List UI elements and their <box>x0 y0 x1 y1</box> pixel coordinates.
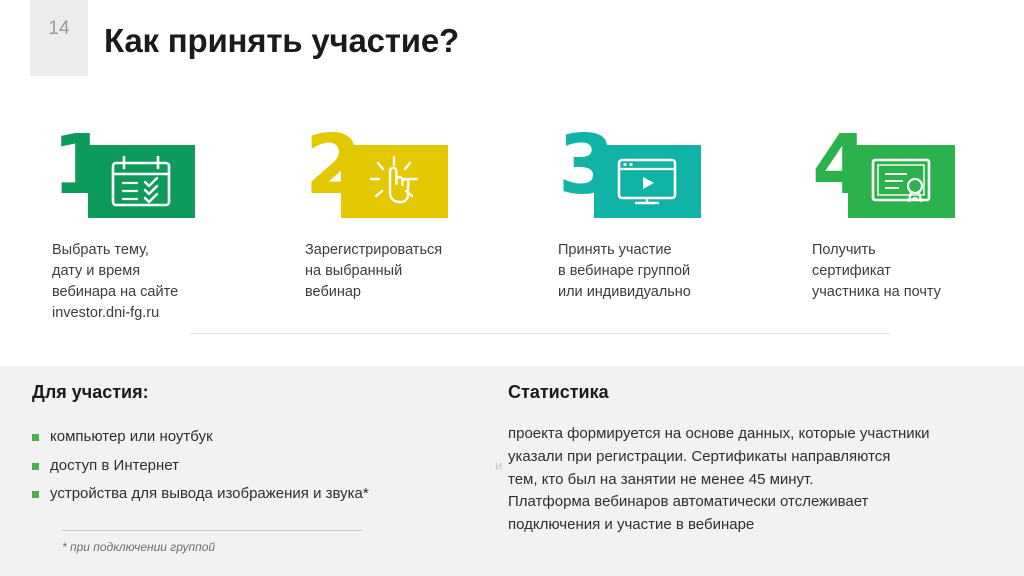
statistics-line: проекта формируется на основе данных, которые участники <box>508 425 930 442</box>
page-number: 14 <box>48 18 70 39</box>
step-text-line: в вебинаре группой <box>558 263 691 280</box>
step-text-line: на выбранный <box>305 263 403 280</box>
step-numeral-4: 4 <box>812 118 870 213</box>
step-text-4 <box>812 240 1002 303</box>
page-number-box <box>30 0 88 76</box>
certificate-icon <box>868 155 934 209</box>
step-numeral-1: 1 <box>52 118 110 213</box>
list-item <box>32 484 492 504</box>
step-badge-4 <box>812 118 955 218</box>
step-text-line: Принять участие <box>558 242 672 258</box>
list-item-label: доступ в Интернет <box>50 456 180 474</box>
footnote: * при подключении группой <box>62 540 216 554</box>
step-text-2 <box>305 240 495 303</box>
step-text-line: Зарегистрироваться <box>305 242 443 258</box>
statistics-block <box>508 382 998 537</box>
participation-requirements <box>32 382 492 554</box>
step-text-line: сертификат <box>812 263 891 280</box>
step-text-line: участника на почту <box>812 284 941 301</box>
footnote-divider <box>62 530 362 531</box>
step-text-line: дату и время <box>52 263 141 280</box>
list-item-label: компьютер или ноутбук <box>50 428 213 445</box>
bullet-square-icon <box>32 491 39 498</box>
statistics-line: Платформа вебинаров автоматически отслеживает <box>508 493 869 511</box>
step-text-1 <box>52 240 242 324</box>
statistics-line: подключения и участие в вебинаре <box>508 516 755 534</box>
step-item-1 <box>52 118 252 324</box>
requirements-title: Для участия: <box>32 382 149 402</box>
stray-mark: и <box>495 458 503 473</box>
step-item-3 <box>558 118 758 303</box>
statistics-line: указали при регистрации. Сертификаты направляются <box>508 447 891 465</box>
step-badge-3 <box>558 118 701 218</box>
statistics-line: тем, кто был на занятии не менее 45 минут. <box>508 470 814 488</box>
list-item-label: устройства для вывода изображения и звука* <box>50 485 369 502</box>
step-numeral-3: 3 <box>558 118 616 213</box>
step-badge-2 <box>305 118 448 218</box>
step-text-line: вебинара на сайте <box>52 284 179 301</box>
step-item-2 <box>305 118 505 303</box>
video-player-icon <box>614 155 680 209</box>
step-text-line: Получить <box>812 242 876 258</box>
click-hand-icon <box>361 155 427 209</box>
step-text-line: Выбрать тему, <box>52 242 149 258</box>
step-item-4 <box>812 118 1012 303</box>
bullet-square-icon <box>32 463 39 470</box>
calendar-checklist-icon <box>108 155 174 209</box>
step-text-line: investor.dni-fg.ru <box>52 305 160 322</box>
list-item <box>32 456 492 476</box>
step-connector-line <box>190 333 890 334</box>
step-numeral-2: 2 <box>305 118 363 213</box>
page-title: Как принять участие? <box>104 22 459 59</box>
step-badge-1 <box>52 118 195 218</box>
step-text-line: или индивидуально <box>558 284 691 301</box>
bullet-square-icon <box>32 434 39 441</box>
requirements-list <box>32 427 492 504</box>
statistics-title: Статистика <box>508 382 609 402</box>
bottom-panel <box>0 366 1024 576</box>
step-text-3 <box>558 240 748 303</box>
step-text-line: вебинар <box>305 284 361 301</box>
list-item <box>32 427 492 447</box>
statistics-body <box>508 423 998 537</box>
steps-row <box>0 118 1024 322</box>
